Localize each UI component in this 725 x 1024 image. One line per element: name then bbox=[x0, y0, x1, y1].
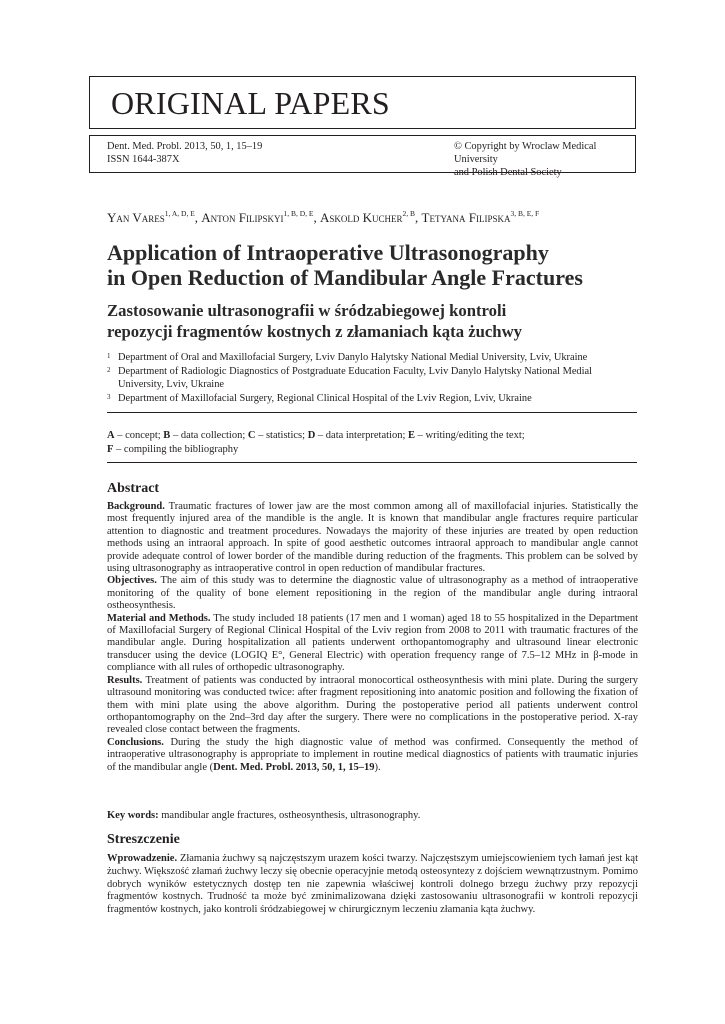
paragraph-text: The study included 18 patients (17 men and 1 woman) aged 18 to 55 hospitalized in the Department of Maxillofacial Surgery of Regional Clinical Hospital of the Lviv region from 2008 to 2011 with traumatic fractures of the mandibular angle. During hospitalization all patients underwent orthopantomography and ultrasound linear electronic transducer using the device (LOGIQ E°, General Electric) with operation frequency range of 7.5–12 MHz in β-mode in compliance with all rules of orthopedic ultrasonography. bbox=[107, 612, 639, 674]
abstract-objectives bbox=[107, 575, 638, 612]
journal-citation bbox=[107, 140, 262, 166]
role-dash: – bbox=[114, 430, 126, 441]
author-affiliation-marks: 3, B, E, F bbox=[510, 209, 540, 218]
title-line: Zastosowanie ultrasonografii w śródzabiegowej kontroli bbox=[107, 301, 507, 320]
role-text: data collection; bbox=[180, 430, 246, 441]
paragraph-label: Results. bbox=[107, 674, 143, 686]
citation-line: Dent. Med. Probl. 2013, 50, 1, 15–19 bbox=[107, 141, 263, 152]
affiliation-item bbox=[107, 351, 627, 365]
divider bbox=[107, 412, 637, 413]
author-name: Tetyana Filipska bbox=[421, 210, 511, 225]
abstract-heading: Abstract bbox=[107, 481, 160, 496]
paragraph-label: Material and Methods. bbox=[107, 612, 211, 624]
title-line: Application of Intraoperative Ultrasonography bbox=[107, 240, 549, 265]
issn-line: ISSN 1644-387X bbox=[107, 154, 180, 165]
journal-meta-box bbox=[89, 135, 636, 178]
paragraph-text: The aim of this study was to determine the diagnostic value of ultrasonography as a method of intraoperative monitoring of the quality of bone element repositioning in the region of the mandibular angle during intraoral ostheosynthesis. bbox=[107, 575, 638, 612]
divider bbox=[107, 462, 637, 463]
paragraph-label: Wprowadzenie. bbox=[107, 853, 178, 864]
article-title-english bbox=[107, 240, 627, 290]
affiliation-text: Department of Oral and Maxillofacial Surgery, Lviv Danylo Halytsky National Medial University, Lviv, Ukraine bbox=[118, 352, 588, 363]
role-dash: – bbox=[255, 430, 266, 441]
role-key: E bbox=[408, 430, 416, 441]
role-key: A bbox=[107, 430, 115, 441]
keywords bbox=[107, 810, 638, 821]
role-key: B bbox=[163, 430, 171, 441]
title-line: in Open Reduction of Mandibular Angle Fractures bbox=[107, 265, 583, 290]
role-key: F bbox=[107, 444, 114, 455]
author-list: Yan Vares$^{1, A, D, E}$, Anton Filipskyi$^{1, B, D, E}$, Askold Kucher$^{2, B}$, Tetyana Filipska$^{3, B, E, F}$ bbox=[107, 209, 540, 225]
abstract-body bbox=[107, 501, 638, 774]
role-text: compiling the bibliography bbox=[123, 444, 239, 455]
abstract-results bbox=[107, 675, 638, 737]
section-label: ORIGINAL PAPERS bbox=[111, 85, 390, 121]
role-key: D bbox=[307, 430, 316, 441]
author-affiliation-marks: 2, B bbox=[402, 209, 416, 218]
copyright-notice bbox=[454, 140, 635, 179]
paragraph-text: Traumatic fractures of lower jaw are the most common among all of maxillofacial injuries. Statistically the most frequently injured area of the mandible is the angle. It is known that mandibular angle fractures require particular attention to diagnostic and treatment procedures. Nowadays the majority of these injuries are treated by open reduction methods using an intraoral approach. In spite of good aesthetic outcomes intraoral approach to mandibular angle cannot provide adequate control of lower border of the mandible during reduction of the fragments. This problem can be solved by using ultrasonography as intraoperative control in open reduction of mandibular fractures. bbox=[107, 501, 638, 575]
copyright-line-2: and Polish Dental Society bbox=[454, 167, 562, 178]
paragraph-end: ). bbox=[374, 761, 381, 773]
author-name: Yan Vares bbox=[107, 210, 165, 225]
abstract-methods bbox=[107, 613, 638, 675]
paragraph-text: During the study the high diagnostic value of method was confirmed. Consequently the method of intraoperative ultrasonography is appropriate to implement in routine medical diagnostics of patients with traumatic injuries of the mandibular angle ( bbox=[107, 736, 638, 773]
role-dash: – bbox=[415, 430, 426, 441]
keywords-text: mandibular angle fractures, ostheosynthesis, ultrasonography. bbox=[158, 810, 421, 821]
role-dash: – bbox=[315, 430, 326, 441]
paragraph-text: Treatment of patients was conducted by intraoral monocortical ostheosynthesis with mini plate. During the surgery ultrasound monitoring was conducted twice: after fragment repositioning into anatomic position and following the fixation of them with mini plate using the above algorithm. During the postoperative period all patients underwent control orthopantomography on the 2nd–3rd day after the surgery. There were no complications in the postoperative period. X-ray revealed close contact between the fragments. bbox=[107, 674, 638, 736]
author-affiliation-marks: 1, A, D, E bbox=[164, 209, 195, 218]
title-line: repozycji fragmentów kostnych z złamaniach kąta żuchwy bbox=[107, 322, 522, 341]
affiliation-list bbox=[107, 351, 627, 405]
paragraph-label: Conclusions. bbox=[107, 736, 164, 748]
paragraph-text: Złamania żuchwy są najczęstszym urazem kości twarzy. Najczęstszym umiejscowieniem tych łamań jest kąt żuchwy. Większość złamań żuchwy leczy się obecnie operacyjnie metodą osteosyntezy z dojściem wewnątrzustnym. Pomimo dobrych wyników estetycznych dostęp ten nie zapewnia właściwej kontroli dolnego brzegu żuchwy przy repozycji fragmentów kostnych. Trudność ta może być zminimalizowana dzięki zastosowaniu ultrasonografii w kontroli repozycji fragmentów kostnych, jako kontroli śródzabiegowej w chirurgicznym leczeniu złamania kąta żuchwy. bbox=[107, 853, 638, 916]
affiliation-text: Department of Radiologic Diagnostics of Postgraduate Education Faculty, Lviv Danylo Halytsky National Medial University, Lviv, Ukraine bbox=[118, 365, 593, 390]
role-key: C bbox=[247, 430, 256, 441]
affiliation-number: 3 bbox=[107, 392, 111, 401]
section-header-box bbox=[89, 76, 636, 129]
affiliation-item bbox=[107, 392, 627, 406]
role-text: statistics; bbox=[265, 430, 306, 441]
author-name: Askold Kucher bbox=[320, 210, 403, 225]
affiliation-item bbox=[107, 365, 627, 392]
article-title-polish bbox=[107, 300, 627, 342]
streszczenie-heading: Streszczenie bbox=[107, 832, 180, 847]
keywords-label: Key words: bbox=[107, 810, 159, 821]
author-affiliation-marks: 1, B, D, E bbox=[283, 209, 314, 218]
abstract-background bbox=[107, 501, 638, 575]
paragraph-label: Objectives. bbox=[107, 575, 157, 587]
citation-bold: Dent. Med. Probl. 2013, 50, 1, 15–19 bbox=[213, 761, 375, 773]
role-text: data interpretation; bbox=[325, 430, 406, 441]
author-contribution-legend bbox=[107, 429, 632, 457]
abstract-conclusions bbox=[107, 737, 638, 774]
role-text: concept; bbox=[125, 430, 161, 441]
role-dash: – bbox=[113, 444, 124, 455]
role-dash: – bbox=[170, 430, 181, 441]
affiliation-number: 1 bbox=[107, 352, 111, 360]
role-text: writing/editing the text; bbox=[425, 430, 525, 441]
affiliation-number: 2 bbox=[107, 365, 111, 374]
paragraph-label: Background. bbox=[107, 501, 165, 512]
copyright-line-1: © Copyright by Wroclaw Medical University bbox=[454, 141, 597, 165]
affiliation-text: Department of Maxillofacial Surgery, Regional Clinical Hospital of the Lviv Region, Lviv, Ukraine bbox=[118, 392, 532, 404]
streszczenie-body bbox=[107, 853, 638, 917]
streszczenie-wprowadzenie bbox=[107, 853, 638, 917]
author-name: Anton Filipskyi bbox=[201, 210, 284, 225]
